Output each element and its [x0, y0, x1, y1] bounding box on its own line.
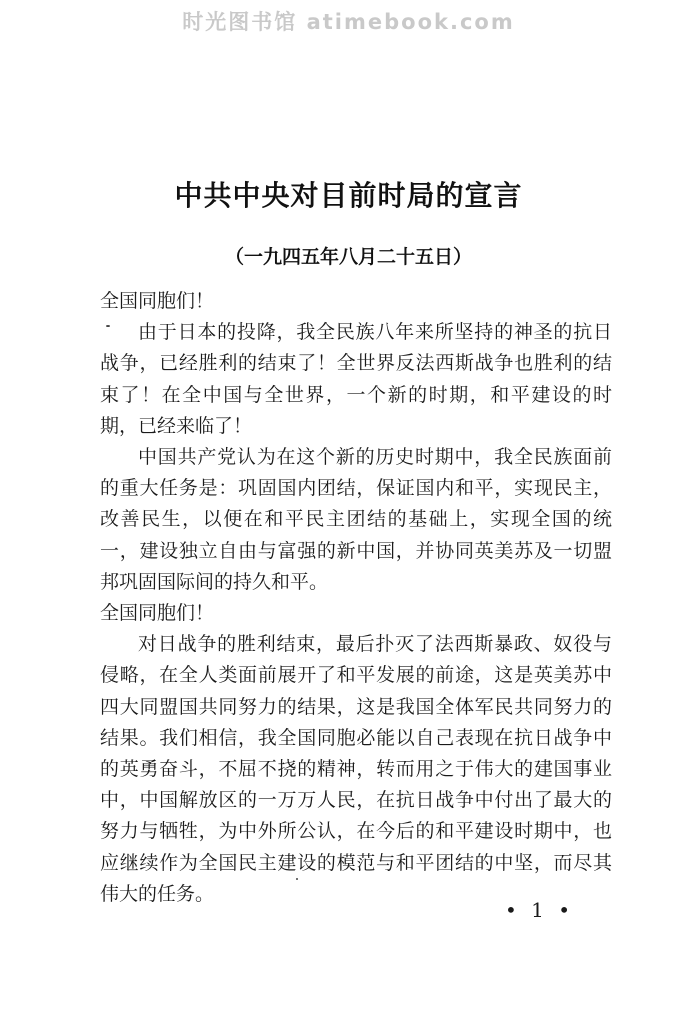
paragraph: 中国共产党认为在这个新的历史时期中，我全民族面前的重大任务是：巩固国内团结，保证国内和平，实现民主，改善民生，以便在和平民主团结的基础上，实现全国的统一，建设独立自由与富强的新中国，并协同英美苏及一切盟邦巩固国际间的持久和平。: [100, 446, 612, 593]
paragraph: 由于日本的投降，我全民族八年来所坚持的神圣的抗日战争，已经胜利的结束了！全世界反法西斯战争也胜利的结束了！在全中国与全世界，一个新的时期，和平建设的时期，已经来临了！: [100, 321, 612, 437]
paragraph: 对日战争的胜利结束，最后扑灭了法西斯暴政、奴役与侵略，在全人类面前展开了和平发展的前途，这是英美苏中四大同盟国共同努力的结果，这是我国全体军民共同努力的结果。我们相信，我全国同胞必能以自己表现在抗日战争中的英勇奋斗，不屈不挠的精神，转而用之于伟大的建国事业中，中国解放区的一万万人民，在抗日战争中付出了最大的努力与牺牲，为中外所公认，在今后的和平建设时期中，也应继续作为全国民主建设的模范与和平团结的中坚，而尽其伟大的任务。: [100, 633, 612, 905]
scan-speck: [296, 878, 298, 880]
watermark: 时光图书馆 atimebook.com: [182, 10, 515, 34]
date-subtitle: （一九四五年八月二十五日）: [224, 246, 472, 268]
salutation: 全国同胞们！: [100, 290, 215, 312]
document-body: [100, 286, 612, 910]
page-number: • 1 •: [505, 898, 575, 922]
salutation: 全国同胞们！: [100, 602, 215, 625]
scan-speck: [106, 325, 110, 327]
page-title: 中共中央对目前时局的宣言: [174, 179, 523, 212]
